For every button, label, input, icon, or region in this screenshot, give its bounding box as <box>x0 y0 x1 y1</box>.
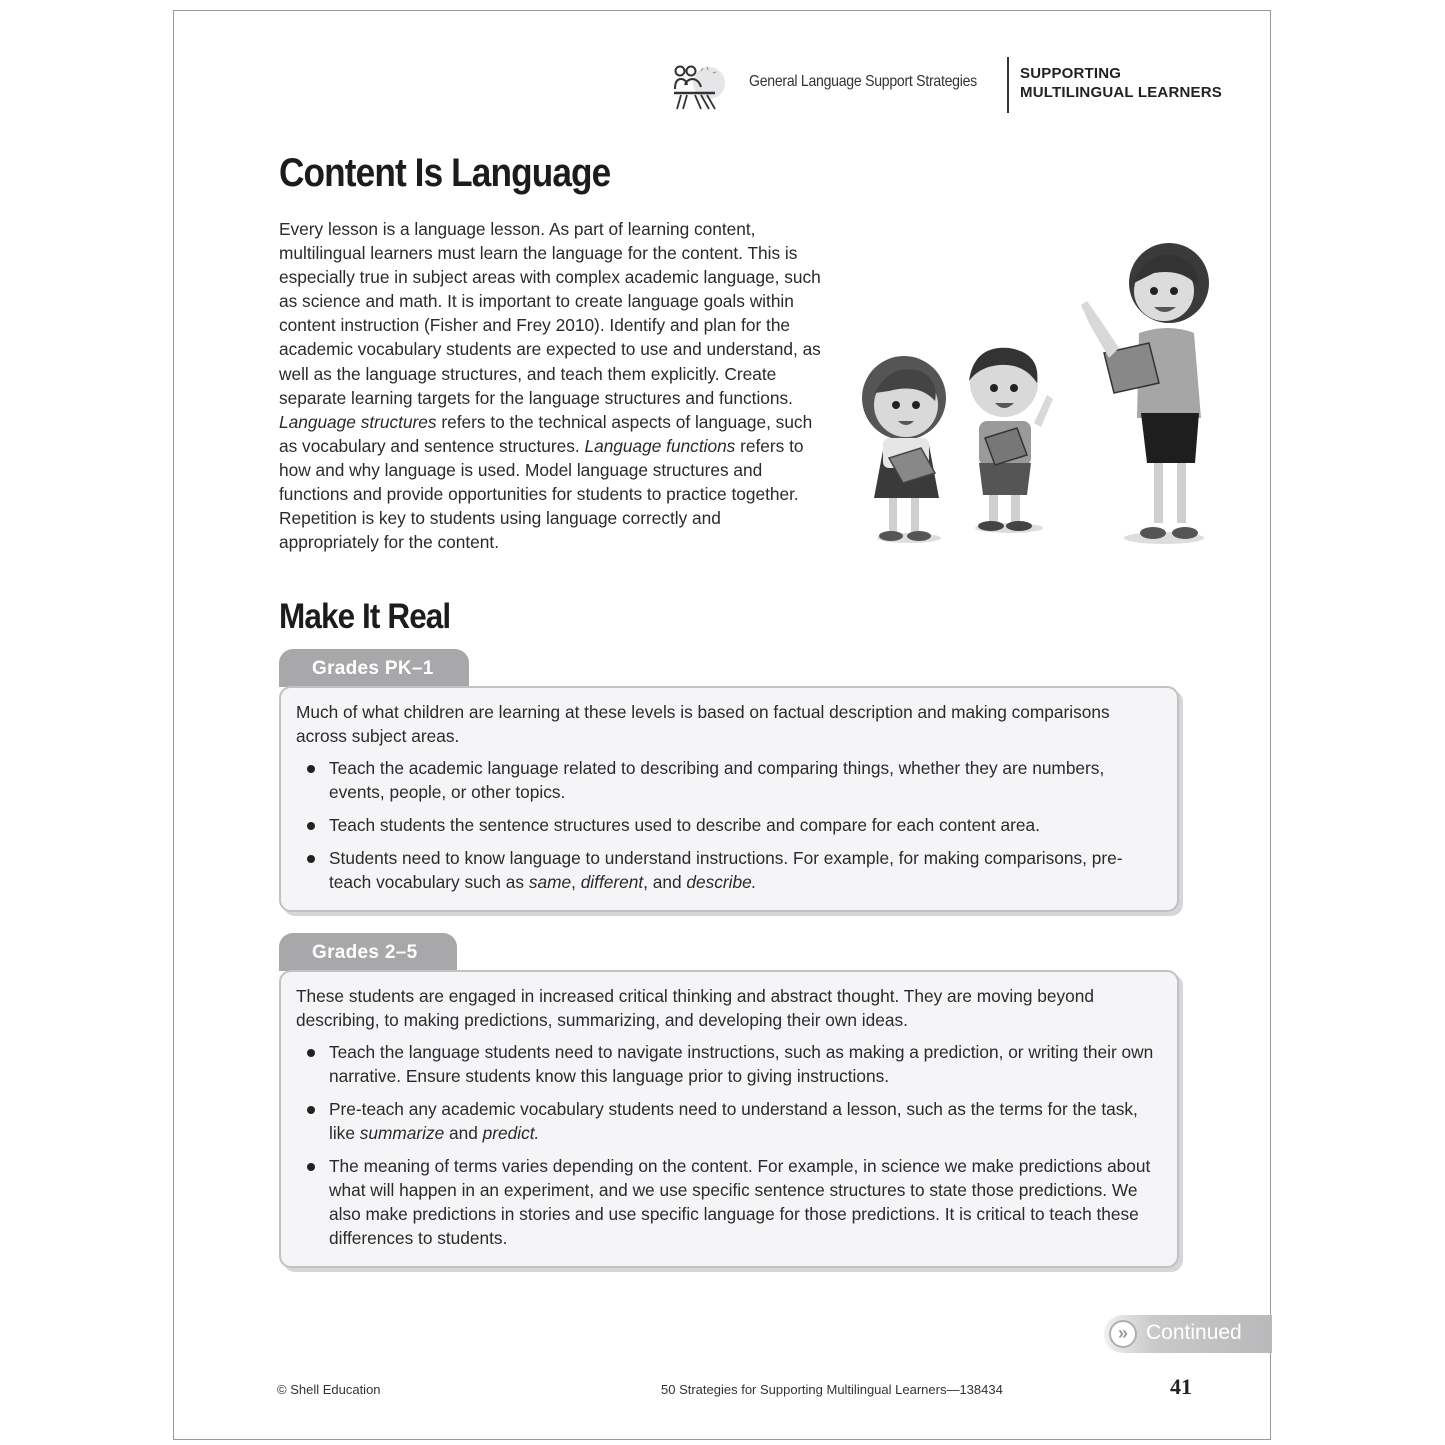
grades-pk1-tab: Grades PK–1 <box>279 649 469 687</box>
header-divider <box>1007 57 1009 113</box>
girl-figure <box>862 356 946 543</box>
intro-paragraph <box>279 217 824 554</box>
bullet-text: and <box>444 1123 483 1143</box>
footer-copyright: © Shell Education <box>277 1382 381 1397</box>
bullet-text: Pre-teach any academic vocabulary students need to understand a lesson, such as the terms for the task, like <box>329 1099 1138 1143</box>
footer-book-title: 50 Strategies for Supporting Multilingual Learners—138434 <box>661 1382 1003 1397</box>
vocab-term: different <box>580 872 644 892</box>
teacher-students-illustration <box>849 233 1239 553</box>
section-title: Make It Real <box>279 597 451 636</box>
grades-2-5-intro: These students are engaged in increased critical thinking and abstract thought. They are moving beyond describing, to making predictions, summarizing, and developing their own ideas. <box>296 986 1094 1030</box>
students-group-icon <box>671 59 731 119</box>
bullet-text: Students need to know language to understand instructions. For example, for making comparisons, pre-teach vocabulary such as <box>329 848 1123 892</box>
boy-figure <box>969 348 1053 533</box>
intro-term-structures: Language structures <box>279 411 437 432</box>
list-item: Teach the academic language related to describing and comparing things, whether they are numbers, events, people, or other topics. <box>296 756 1157 804</box>
list-item <box>296 846 1157 894</box>
grades-pk1-intro: Much of what children are learning at these levels is based on factual description and making comparisons across subject areas. <box>296 702 1110 746</box>
teacher-figure <box>1081 243 1209 544</box>
chevron-right-icon: » <box>1109 1320 1137 1348</box>
series-title-line1: SUPPORTING <box>1020 65 1122 82</box>
vocab-term: predict. <box>482 1123 540 1143</box>
intro-term-functions: Language functions <box>584 435 736 456</box>
vocab-term: summarize <box>359 1123 445 1143</box>
continued-button[interactable] <box>1104 1315 1272 1353</box>
grades-2-5-list <box>296 1040 1157 1250</box>
vocab-term: describe. <box>686 872 757 892</box>
page <box>173 10 1271 1440</box>
list-item: Teach students the sentence structures used to describe and compare for each content area. <box>296 813 1157 837</box>
grades-pk1-list <box>296 756 1157 894</box>
list-item <box>296 1097 1157 1145</box>
grades-2-5-box <box>279 970 1179 1268</box>
vocab-term: same <box>528 872 572 892</box>
intro-text-1: Every lesson is a language lesson. As part of learning content, multilingual learners must learn the language for the content. This is especially true in subject areas with complex academic language, such as science and math. It is important to create language goals within content instruction (Fisher and Frey 2010). Identify and plan for the academic vocabulary students are expected to use and understand, as well as the language structures, and teach them explicitly. Create separate learning targets for the language structures and functions. <box>279 219 821 408</box>
list-item: The meaning of terms varies depending on the content. For example, in science we make predictions about what will happen in an experiment, and we use specific sentence structures to state those predictions. We also make predictions in stories and use specific language for those predictions. It is critical to teach these differences to students. <box>296 1154 1157 1250</box>
intro-text-2: refers to the technical aspects of language, such as vocabulary and sentence structures. <box>279 411 813 456</box>
bullet-text: , <box>571 872 581 892</box>
page-title: Content Is Language <box>279 151 611 195</box>
grades-2-5-tab: Grades 2–5 <box>279 933 457 971</box>
continued-label: Continued <box>1146 1321 1242 1344</box>
series-title <box>1020 64 1222 102</box>
list-item: Teach the language students need to navigate instructions, such as making a prediction, or writing their own narrative. Ensure students know this language prior to giving instructions. <box>296 1040 1157 1088</box>
grades-pk1-box <box>279 686 1179 912</box>
strategy-category: General Language Support Strategies <box>749 73 977 90</box>
intro-text-3: refers to how and why language is used. Model language structures and functions and provide opportunities for students to practice together. Repetition is key to students using language correctly and appropriately for the content. <box>279 435 804 553</box>
series-title-line2: MULTILINGUAL LEARNERS <box>1020 84 1222 101</box>
page-number: 41 <box>1170 1374 1192 1399</box>
bullet-text: , and <box>643 872 687 892</box>
